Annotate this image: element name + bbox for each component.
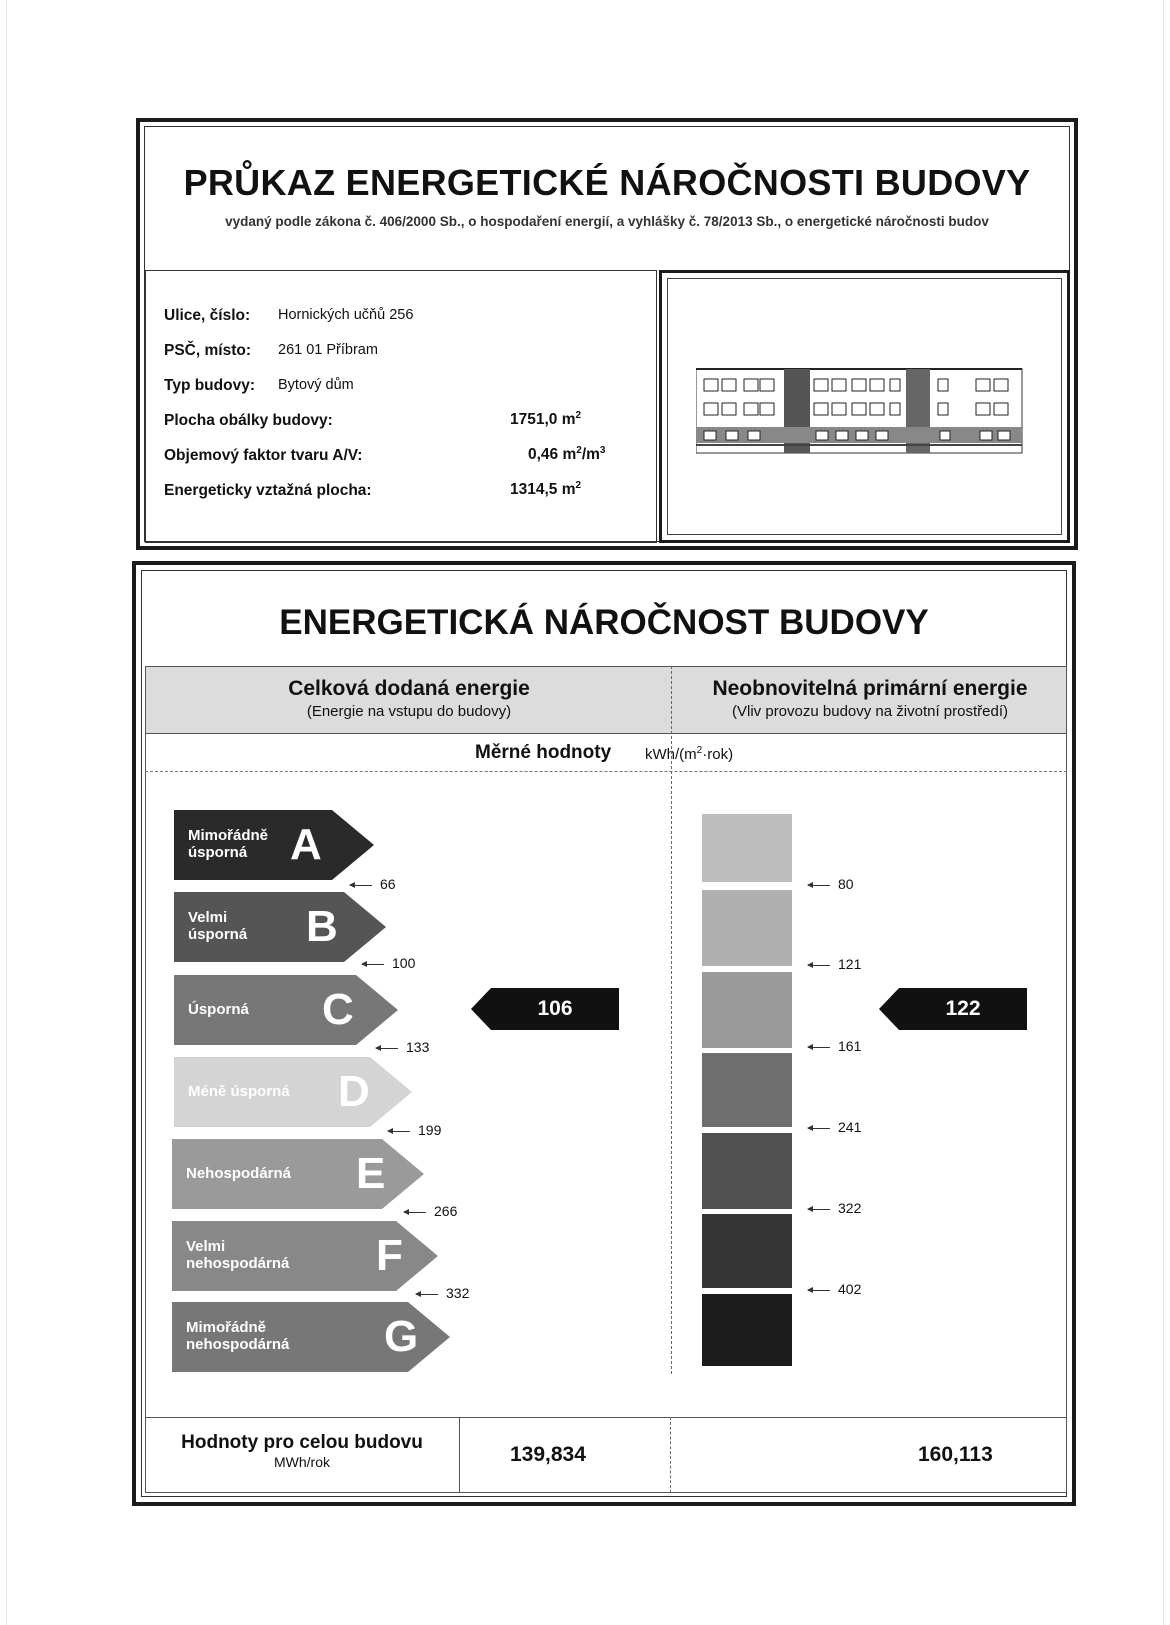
envelope-value: 1751,0 $m^2$: [510, 410, 582, 429]
class-d-arrow: [174, 1057, 412, 1127]
delivered-threshold-332: 332: [416, 1285, 469, 1301]
building-totals-title: Hodnoty pro celou budovu: [181, 1432, 423, 1453]
primary-threshold-121: 121: [808, 956, 861, 972]
primary-threshold-161: 161: [808, 1038, 861, 1054]
building-facade-drawing: [696, 359, 1026, 459]
total-primary-energy: 160,113: [918, 1443, 993, 1466]
class-b-label: Velmi úsporná: [188, 909, 248, 943]
primary-energy-subtitle: (Vliv provozu budovy na životní prostředí): [732, 703, 1008, 720]
primary-bar-d: [702, 1053, 792, 1127]
primary-bar-g: [702, 1294, 792, 1366]
building-drawing-box: [659, 270, 1070, 543]
building-totals-label: [145, 1432, 459, 1470]
class-c-letter: C: [322, 985, 354, 1034]
building-totals-dashed-divider: [670, 1417, 671, 1493]
primary-value-indicator: [879, 988, 1027, 1030]
class-d-label: Méně úsporná: [188, 1083, 290, 1100]
shape-factor-value: 0,46 $m^2/m^3$: [528, 445, 606, 464]
city-value: 261 01 Příbram: [278, 342, 378, 358]
page-edge-right: [1163, 0, 1164, 1625]
primary-threshold-241: 241: [808, 1119, 861, 1135]
primary-threshold-402: 402: [808, 1281, 861, 1297]
specific-values-unit: kWh/$(m^2\cdot rok)$: [645, 745, 734, 763]
reference-area-value: 1314,5 $m^2$: [510, 480, 582, 499]
class-b-arrow: [174, 892, 386, 962]
delivered-threshold-66: 66: [350, 876, 396, 892]
class-f-arrow: [172, 1221, 438, 1291]
delivered-energy-subtitle: (Energie na vstupu do budovy): [306, 703, 512, 720]
primary-bar-f: [702, 1214, 792, 1288]
envelope-label: Plocha obálky budovy:: [164, 412, 333, 429]
class-e-label: Nehospodárná: [186, 1165, 292, 1182]
primary-threshold-322: 322: [808, 1200, 861, 1216]
total-delivered-energy: 139,834: [510, 1443, 586, 1466]
class-g-arrow: [172, 1302, 450, 1372]
delivered-threshold-100: 100: [362, 955, 415, 971]
class-d-letter: D: [338, 1067, 370, 1116]
class-a-letter: A: [290, 820, 322, 869]
certificate-subtitle: vydaný podle zákona č. 406/2000 Sb., o hospodaření energií, a vyhlášky č. 78/2013 Sb., o energetické náročnosti budov: [225, 214, 989, 229]
certificate-title: PRŮKAZ ENERGETICKÉ NÁROČNOSTI BUDOVY: [183, 162, 1031, 203]
primary-energy-title: Neobnovitelná primární energie: [712, 677, 1028, 700]
primary-bar-e: [702, 1133, 792, 1209]
page-edge-left: [6, 0, 7, 1625]
primary-threshold-80: 80: [808, 876, 854, 892]
class-g-letter: G: [384, 1312, 419, 1361]
class-a-label: Mimořádně úsporná: [188, 827, 269, 861]
building-totals-separator: [459, 1417, 460, 1493]
class-c-label: Úsporná: [188, 1001, 249, 1018]
type-label: Typ budovy:: [164, 377, 255, 394]
street-value: Hornických učňů 256: [278, 307, 414, 323]
shape-factor-label: Objemový faktor tvaru A/V:: [164, 447, 363, 464]
class-c-arrow: [174, 975, 398, 1045]
delivered-threshold-199: 199: [388, 1122, 441, 1138]
primary-energy-header: [672, 677, 1068, 720]
class-e-arrow: [172, 1139, 424, 1209]
class-g-label: Mimořádně nehospodárná: [186, 1319, 290, 1353]
reference-area-label: Energeticky vztažná plocha:: [164, 482, 372, 499]
delivered-threshold-133: 133: [376, 1039, 429, 1055]
primary-bar-a: [702, 814, 792, 882]
class-b-letter: B: [306, 902, 338, 951]
building-info-box: [145, 270, 657, 543]
city-label: PSČ, místo:: [164, 342, 251, 359]
building-drawing-inner: [667, 278, 1062, 535]
class-a-arrow: [174, 810, 374, 880]
energy-columns-header: [145, 666, 1067, 734]
street-label: Ulice, číslo:: [164, 307, 251, 324]
class-e-letter: E: [356, 1149, 386, 1198]
class-f-letter: F: [376, 1231, 403, 1280]
class-f-label: Velmi nehospodárná: [186, 1238, 290, 1272]
delivered-energy-header: [146, 677, 672, 720]
primary-value: 122: [945, 997, 981, 1020]
delivered-energy-title: Celková dodaná energie: [288, 677, 530, 700]
delivered-threshold-266: 266: [404, 1203, 457, 1219]
delivered-value: 106: [537, 997, 573, 1020]
specific-values-label: Měrné hodnoty: [475, 742, 612, 763]
column-divider: [671, 666, 672, 1374]
energy-section-title: ENERGETICKÁ NÁROČNOST BUDOVY: [279, 603, 929, 642]
delivered-value-indicator: [471, 988, 619, 1030]
type-value: Bytový dům: [278, 377, 354, 393]
primary-bar-c: [702, 972, 792, 1048]
primary-bar-b: [702, 890, 792, 966]
building-totals-unit: MWh/rok: [274, 1454, 330, 1470]
